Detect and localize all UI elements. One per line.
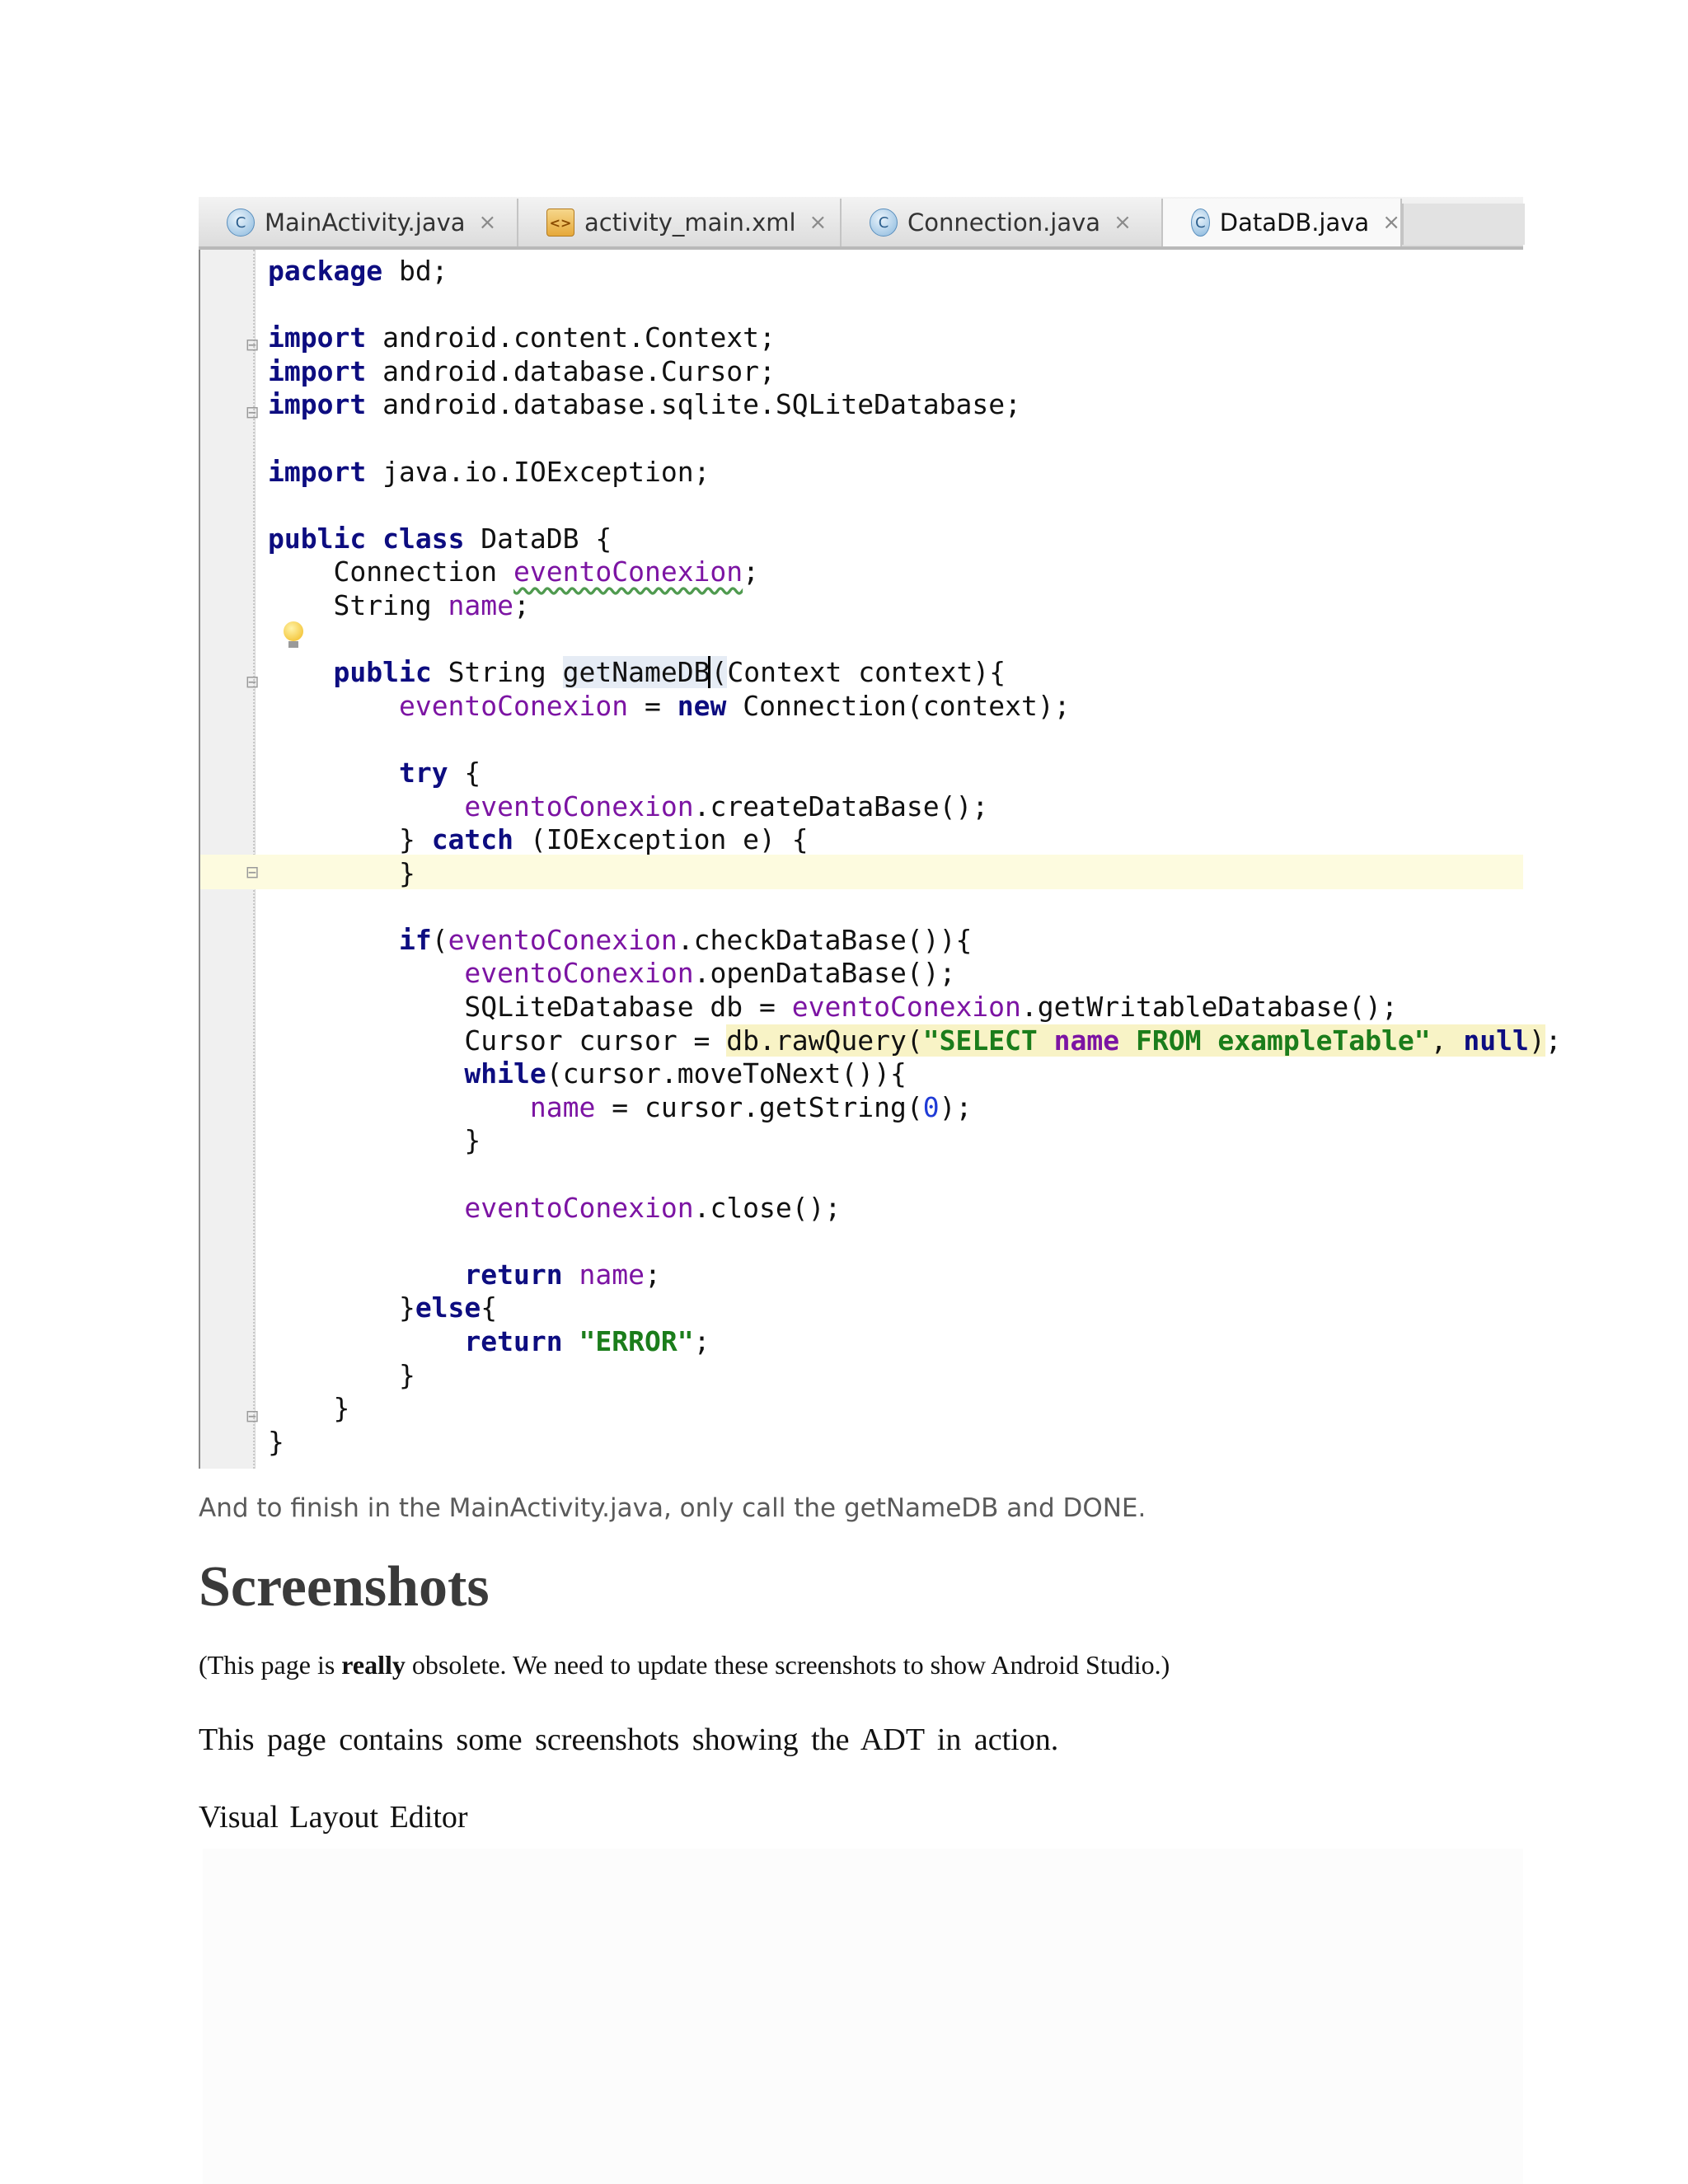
section-heading: Visual Layout Editor	[199, 1800, 468, 1835]
close-icon[interactable]: ×	[1382, 210, 1400, 235]
java-class-icon: C	[227, 209, 255, 237]
code-editor[interactable]: package bd; import android.content.Context; import android.database.Cursor; import android.database.sqlite.SQLiteDatabase; import java.io.IOException; public class DataDB { Connection eventoConexion; String name; public String getNameDB(Context context){ eventoConexion = new Connection(context); try { eventoConexion.createDataBase(); } catch (IOException e) { } if(eventoConexion.checkDataBase()){ eventoConexion.openDataBase(); SQLiteDatabase db = eventoConexion.getWritableDatabase(); Cursor cursor = db.rawQuery("SELECT name FROM exampleTable", null); while(cursor.moveToNext()){ name = cursor.getString(0); } eventoConexion.close(); return name; }else{ return "ERROR"; } } }	[268, 255, 1562, 1458]
blank-area	[203, 1849, 1523, 2184]
close-icon[interactable]: ×	[1114, 210, 1132, 235]
tab-label: Connection.java	[907, 209, 1101, 237]
page-title: Screenshots	[199, 1555, 490, 1619]
tab-label: DataDB.java	[1219, 209, 1370, 237]
fold-icon[interactable]: ⊟	[245, 335, 260, 354]
close-icon[interactable]: ×	[478, 210, 497, 235]
editor-tab[interactable]	[1163, 199, 1402, 246]
emphasis: really	[341, 1650, 406, 1680]
intro-paragraph: This page contains some screenshots showing the ADT in action.	[199, 1722, 1059, 1757]
tab-bar-empty	[1402, 204, 1525, 245]
editor-tab[interactable]	[518, 199, 842, 246]
tab-label: MainActivity.java	[265, 209, 466, 237]
ide-screenshot	[199, 197, 1562, 1469]
editor-tab-bar	[199, 197, 1523, 250]
fold-icon[interactable]: ⊟	[245, 672, 260, 691]
fold-icon[interactable]: ⊟	[245, 1406, 260, 1426]
java-class-icon: C	[1191, 209, 1210, 237]
fold-icon[interactable]: ⊟	[245, 402, 260, 422]
xml-file-icon: <>	[546, 209, 574, 237]
tab-label: activity_main.xml	[584, 209, 796, 237]
caption: And to finish in the MainActivity.java, only call the getNameDB and DONE.	[199, 1493, 1146, 1523]
editor-tab[interactable]	[842, 199, 1163, 246]
fold-icon[interactable]: ⊟	[245, 862, 260, 882]
close-icon[interactable]: ×	[809, 210, 828, 235]
obsolete-note: (This page is really obsolete. We need to update these screenshots to show Android Studio.)	[199, 1650, 1170, 1680]
editor-tab[interactable]	[199, 199, 518, 246]
java-class-icon: C	[870, 209, 898, 237]
